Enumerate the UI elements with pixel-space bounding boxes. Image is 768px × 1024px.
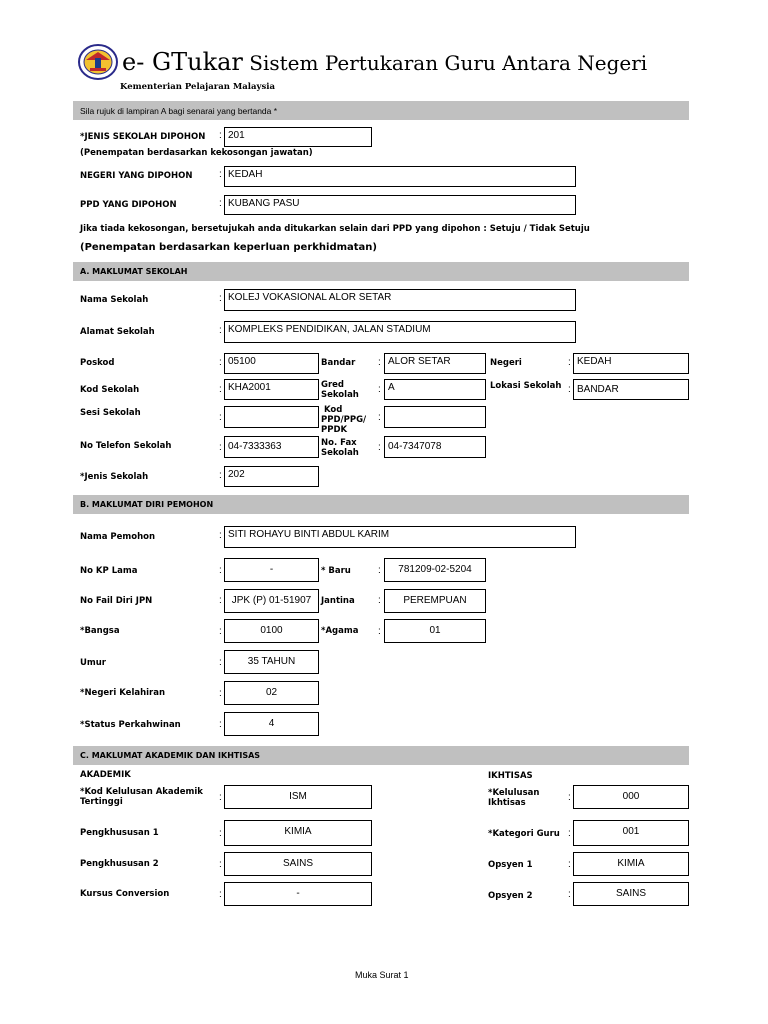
kod-sekolah-label: Kod Sekolah (80, 385, 140, 395)
colon: : (219, 198, 222, 209)
colon: : (219, 565, 222, 576)
jenis-sekolah-field[interactable]: 202 (224, 466, 319, 487)
colon: : (378, 626, 381, 637)
nama-pemohon-field[interactable]: SITI ROHAYU BINTI ABDUL KARIM (224, 526, 576, 548)
agama-label: *Agama (321, 626, 359, 636)
kp-lama-label: No KP Lama (80, 566, 138, 576)
colon: : (378, 357, 381, 368)
jenis-dipohon-label: *JENIS SEKOLAH DIPOHON (80, 132, 206, 142)
status-perkahwinan-field[interactable]: 4 (224, 712, 319, 736)
fax-field[interactable]: 04-7347078 (384, 436, 486, 458)
fax-label: No. Fax Sekolah (321, 438, 359, 458)
section-c-title: C. MAKLUMAT AKADEMIK DAN IKHTISAS (80, 751, 261, 760)
colon: : (568, 859, 571, 870)
colon: : (219, 169, 222, 180)
bandar-label: Bandar (321, 358, 356, 368)
opsyen-1-label: Opsyen 1 (488, 860, 533, 870)
colon: : (568, 828, 571, 839)
kategori-guru-field[interactable]: 001 (573, 820, 689, 846)
pengkhususan-2-label: Pengkhususan 2 (80, 859, 159, 869)
kelulusan-ikhtisas-field[interactable]: 000 (573, 785, 689, 809)
kp-lama-field[interactable]: - (224, 558, 319, 582)
opsyen-2-field[interactable]: SAINS (573, 882, 689, 906)
kp-baru-label: * Baru (321, 566, 351, 576)
nama-sekolah-field[interactable]: KOLEJ VOKASIONAL ALOR SETAR (224, 289, 576, 311)
consent-question: Jika tiada kekosongan, bersetujukah anda ditukarkan selain dari PPD yang dipohon : Setuju / Tidak Setuju (80, 224, 590, 234)
pengkhususan-2-field[interactable]: SAINS (224, 852, 372, 876)
jantina-field[interactable]: PEREMPUAN (384, 589, 486, 613)
kod-akademik-label: *Kod Kelulusan Akademik Tertinggi (80, 787, 203, 807)
colon: : (219, 293, 222, 304)
jenis-sekolah-label: *Jenis Sekolah (80, 472, 149, 482)
kod-ppd-field[interactable] (384, 406, 486, 428)
colon: : (219, 626, 222, 637)
lokasi-sekolah-field[interactable]: BANDAR (573, 379, 689, 400)
colon: : (568, 889, 571, 900)
colon: : (219, 889, 222, 900)
nama-pemohon-label: Nama Pemohon (80, 532, 156, 542)
umur-field[interactable]: 35 TAHUN (224, 650, 319, 674)
negeri-kelahiran-field[interactable]: 02 (224, 681, 319, 705)
opsyen-1-field[interactable]: KIMIA (573, 852, 689, 876)
negeri-kelahiran-label: *Negeri Kelahiran (80, 688, 166, 698)
telefon-field[interactable]: 04-7333363 (224, 436, 319, 458)
kelulusan-ikhtisas-label: *Kelulusan Ikhtisas (488, 788, 540, 808)
service-note: (Penempatan berdasarkan keperluan perkhidmatan) (80, 242, 377, 253)
pengkhususan-1-field[interactable]: KIMIA (224, 820, 372, 846)
kod-ppd-label: Kod PPD/PPG/ PPDK (321, 405, 367, 435)
kursus-conversion-label: Kursus Conversion (80, 889, 170, 899)
opsyen-2-label: Opsyen 2 (488, 891, 533, 901)
ppd-dipohon-field[interactable]: KUBANG PASU (224, 195, 576, 215)
page-number: Muka Surat 1 (355, 970, 409, 980)
colon: : (219, 357, 222, 368)
bandar-field[interactable]: ALOR SETAR (384, 353, 486, 374)
colon: : (219, 412, 222, 423)
sesi-sekolah-field[interactable] (224, 406, 319, 428)
pengkhususan-1-label: Pengkhususan 1 (80, 828, 159, 838)
sesi-sekolah-label: Sesi Sekolah (80, 408, 141, 418)
kursus-conversion-field[interactable]: - (224, 882, 372, 906)
umur-label: Umur (80, 658, 107, 668)
colon: : (378, 442, 381, 453)
lokasi-sekolah-label: Lokasi Sekolah (490, 381, 562, 391)
colon: : (378, 595, 381, 606)
akademik-heading: AKADEMIK (80, 770, 131, 780)
alamat-sekolah-field[interactable]: KOMPLEKS PENDIDIKAN, JALAN STADIUM (224, 321, 576, 343)
colon: : (219, 470, 222, 481)
colon: : (219, 859, 222, 870)
note-text: Sila rujuk di lampiran A bagi senarai yang bertanda * (80, 106, 278, 116)
negeri-field[interactable]: KEDAH (573, 353, 689, 374)
alamat-sekolah-label: Alamat Sekolah (80, 327, 155, 337)
kp-baru-field[interactable]: 781209-02-5204 (384, 558, 486, 582)
colon: : (219, 384, 222, 395)
fail-jpn-label: No Fail Diri JPN (80, 596, 153, 606)
colon: : (219, 657, 222, 668)
gred-sekolah-field[interactable]: A (384, 379, 486, 400)
colon: : (219, 442, 222, 453)
poskod-field[interactable]: 05100 (224, 353, 319, 374)
colon: : (378, 384, 381, 395)
colon: : (568, 792, 571, 803)
negeri-label: Negeri (490, 358, 522, 368)
section-b-title: B. MAKLUMAT DIRI PEMOHON (80, 500, 214, 509)
colon: : (568, 384, 571, 395)
colon: : (219, 828, 222, 839)
agama-field[interactable]: 01 (384, 619, 486, 643)
kod-akademik-field[interactable]: ISM (224, 785, 372, 809)
nama-sekolah-label: Nama Sekolah (80, 295, 149, 305)
ikhtisas-heading: IKHTISAS (488, 771, 533, 781)
negeri-dipohon-field[interactable]: KEDAH (224, 166, 576, 187)
section-a-title: A. MAKLUMAT SEKOLAH (80, 267, 188, 276)
poskod-label: Poskod (80, 358, 115, 368)
colon: : (378, 412, 381, 423)
negeri-dipohon-label: NEGERI YANG DIPOHON (80, 171, 193, 181)
colon: : (219, 530, 222, 541)
kategori-guru-label: *Kategori Guru (488, 829, 560, 839)
jenis-dipohon-field[interactable]: 201 (224, 127, 372, 147)
bangsa-label: *Bangsa (80, 626, 120, 636)
ppd-dipohon-label: PPD YANG DIPOHON (80, 200, 177, 210)
jenis-dipohon-note: (Penempatan berdasarkan kekosongan jawatan) (80, 148, 313, 158)
colon: : (378, 565, 381, 576)
colon: : (219, 792, 222, 803)
gred-sekolah-label: Gred Sekolah (321, 380, 359, 400)
ministry-logo-icon (78, 44, 118, 80)
jantina-label: Jantina (321, 596, 355, 606)
colon: : (568, 357, 571, 368)
colon: : (219, 595, 222, 606)
kod-sekolah-field[interactable]: KHA2001 (224, 379, 319, 400)
ministry-subtitle: Kementerian Pelajaran Malaysia (120, 82, 276, 92)
colon: : (219, 688, 222, 699)
fail-jpn-field[interactable]: JPK (P) 01-51907 (224, 589, 319, 613)
colon: : (219, 130, 222, 141)
page-title: e- GTukar Sistem Pertukaran Guru Antara Negeri (122, 48, 648, 76)
status-perkahwinan-label: *Status Perkahwinan (80, 720, 181, 730)
colon: : (219, 719, 222, 730)
telefon-label: No Telefon Sekolah (80, 441, 172, 451)
colon: : (219, 325, 222, 336)
bangsa-field[interactable]: 0100 (224, 619, 319, 643)
